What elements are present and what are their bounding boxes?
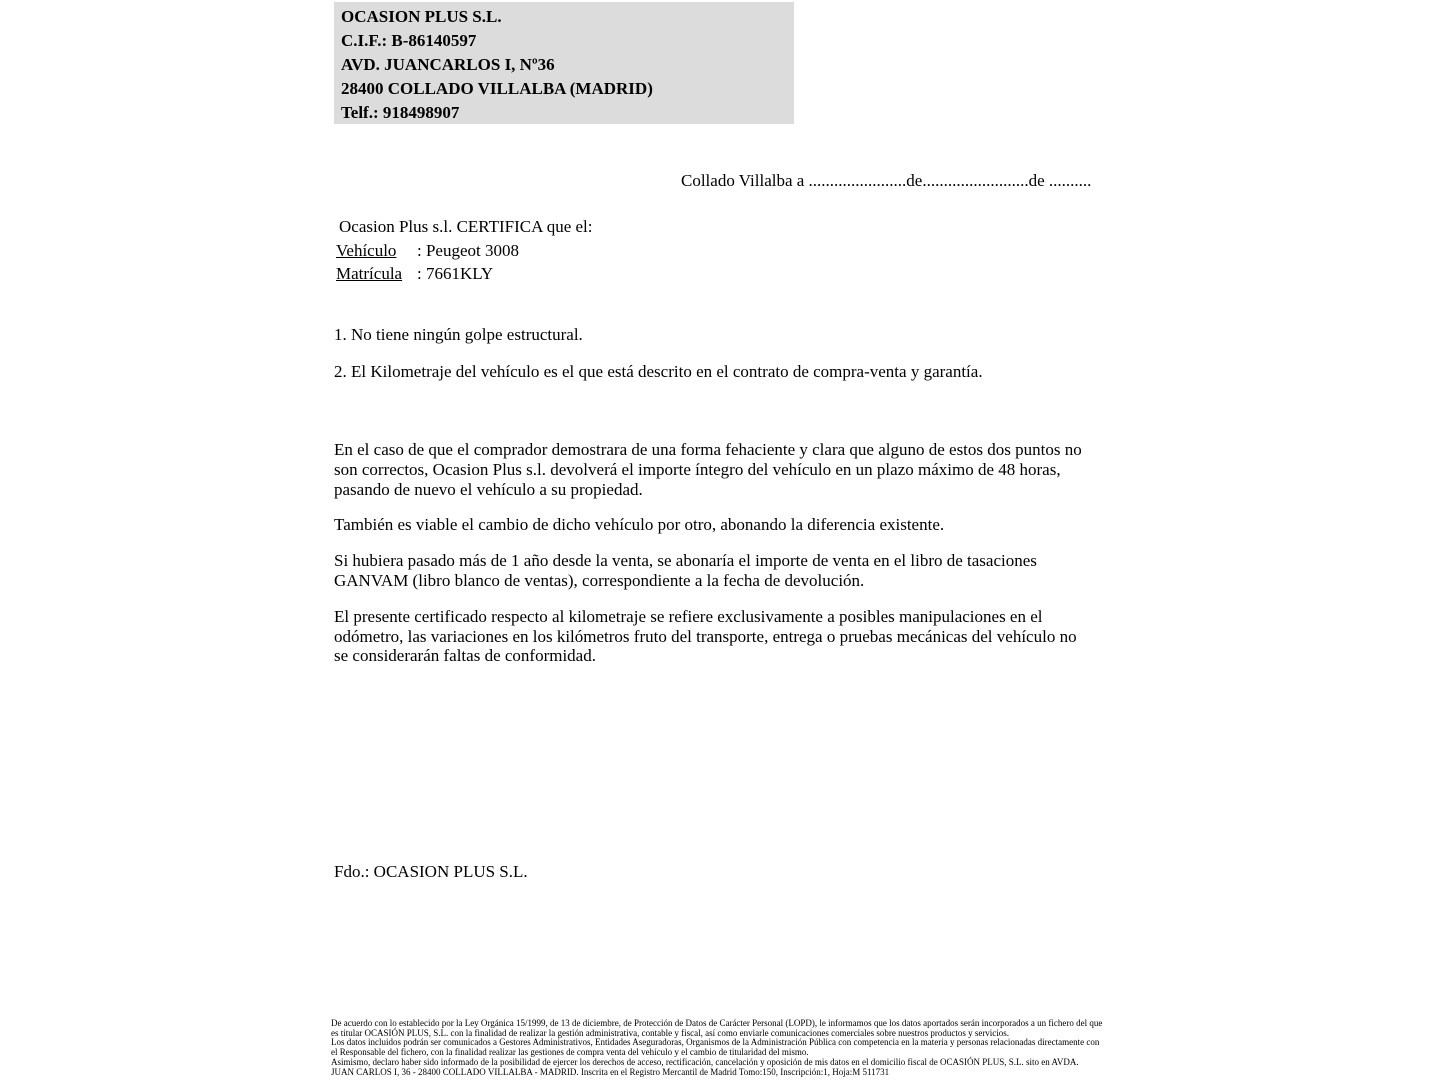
point-2: 2. El Kilometraje del vehículo es el que está descrito en el contrato de compra-venta y garantía. xyxy=(334,362,983,381)
company-city: 28400 COLLADO VILLALBA (MADRID) xyxy=(341,79,653,98)
body-paragraphs xyxy=(334,440,1094,682)
paragraph-ganvam: Si hubiera pasado más de 1 año desde la venta, se abonaría el importe de venta en el libro de tasaciones GANVAM (libro blanco de ventas), correspondiente a la fecha de devolución. xyxy=(334,551,1037,590)
company-header-box xyxy=(334,2,794,124)
company-address: AVD. JUANCARLOS I, Nº36 xyxy=(341,55,555,74)
signature-line: Fdo.: OCASION PLUS S.L. xyxy=(334,862,528,881)
vehicle-line xyxy=(336,239,593,263)
company-name: OCASION PLUS S.L. xyxy=(341,7,502,26)
points-block xyxy=(334,325,1094,382)
date-line: Collado Villalba a .......................de.........................de .......... xyxy=(681,171,1092,190)
legal-paragraph-lopd: De acuerdo con lo establecido por la Ley Orgánica 15/1999, de 13 de diciembre, de Protección de Datos de Carácter Personal (LOPD), le informamos que los datos aportados serán incorporados a un fichero del que es titular OCASIÓN PLUS, S.L. con la finalidad de realizar la gestión administrativa, contable y fiscal, así como enviarle comunicaciones comerciales sobre nuestros productos y servicios. xyxy=(331,1018,1103,1038)
vehicle-value: : Peugeot 3008 xyxy=(417,240,519,260)
legal-paragraph-rights: Asimismo, declaro haber sido informado de la posibilidad de ejercer los derechos de acceso, rectificación, cancelación y oposición de mis datos en el domicilio fiscal de OCASIÓN PLUS, S.L. sito en AVDA. JUAN CARLOS I, 36 - 28400 COLLADO VILLALBA - MADRID. Inscrita en el Registro Mercantil de Madrid Tomo:150, Inscripción:1, Hoja:M 511731 xyxy=(331,1056,1079,1077)
certification-intro: Ocasion Plus s.l. CERTIFICA que el: xyxy=(339,217,593,236)
paragraph-odometer: El presente certificado respecto al kilometraje se refiere exclusivamente a posibles manipulaciones en el odómetro, las variaciones en los kilómetros fruto del transporte, entrega o pruebas mecánicas del vehículo no se considerarán faltas de conformidad. xyxy=(334,606,1077,666)
paragraph-exchange: También es viable el cambio de dicho vehículo por otro, abonando la diferencia existente. xyxy=(334,515,945,535)
plate-line xyxy=(336,262,593,286)
company-phone: Telf.: 918498907 xyxy=(341,103,460,122)
legal-paragraph-data-sharing: Los datos incluidos podrán ser comunicados a Gestores Administrativos, Entidades Aseguradoras, Organismos de la Administración Pública con competencia en la materia y personas relacionadas directamente con el Responsable del fichero, con la finalidad realizar las gestiones de compra venta del vehículo y el cambio de titularidad del mismo. xyxy=(331,1037,1100,1058)
company-cif: C.I.F.: B-86140597 xyxy=(341,31,477,50)
vehicle-label: Vehículo xyxy=(336,240,397,260)
plate-value: : 7661KLY xyxy=(417,264,494,283)
certification-block xyxy=(336,215,593,286)
paragraph-refund: En el caso de que el comprador demostrara de una forma fehaciente y clara que alguno de estos dos puntos no son correctos, Ocasion Plus s.l. devolverá el importe íntegro del vehículo en un plazo máximo de 48 horas, pasando de nuevo el vehículo a su propiedad. xyxy=(334,440,1082,499)
legal-footer xyxy=(331,1019,1103,1077)
plate-label: Matrícula xyxy=(336,264,403,283)
point-1: 1. No tiene ningún golpe estructural. xyxy=(334,325,583,344)
